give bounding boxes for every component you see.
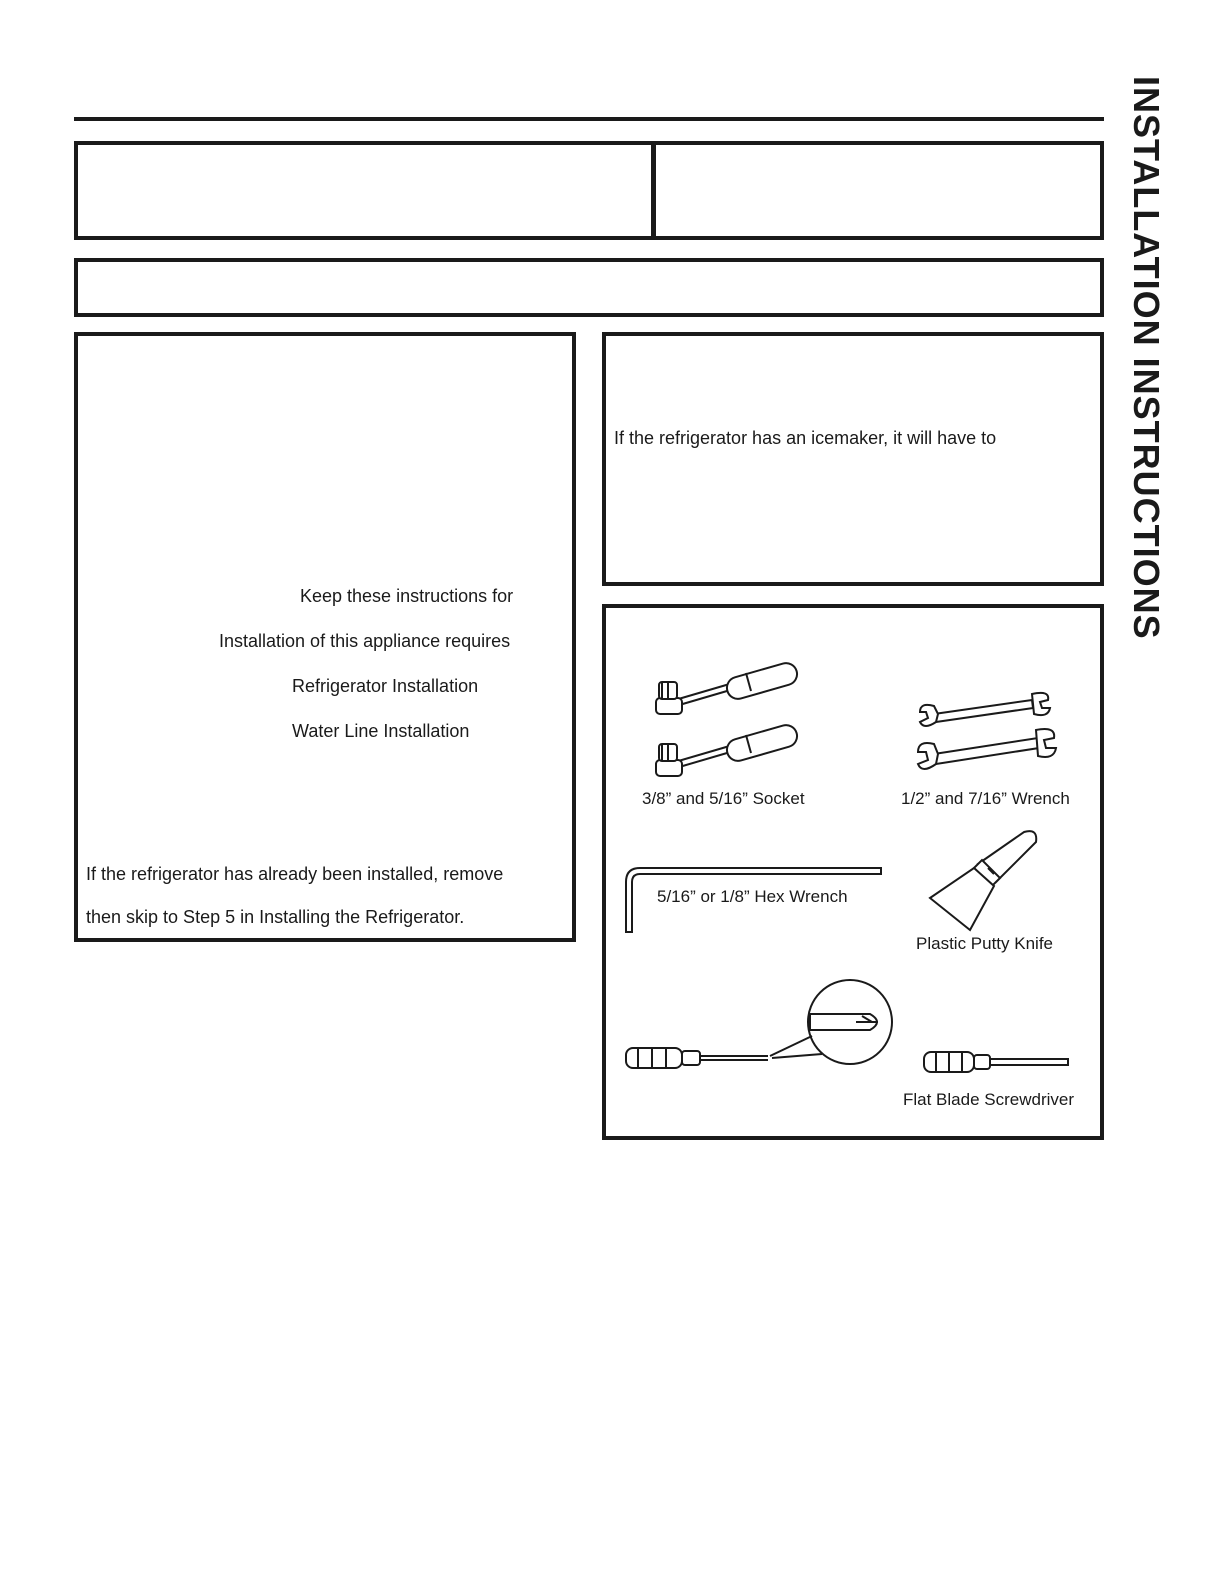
header-box-left (74, 141, 656, 240)
header-rule (74, 117, 1104, 121)
socket-label: 3/8” and 5/16” Socket (642, 789, 805, 808)
water-line-installation-text: Water Line Installation (292, 721, 470, 741)
wrench-label: 1/2” and 7/16” Wrench (901, 789, 1070, 808)
icemaker-text: If the refrigerator has an icemaker, it will have to (614, 428, 997, 448)
banner-box (74, 258, 1104, 317)
socket-wrench-icon (650, 662, 810, 782)
already-installed-text-1: If the refrigerator has already been installed, remove (86, 864, 504, 884)
putty-knife-label: Plastic Putty Knife (916, 934, 1054, 953)
keep-instructions-text: Keep these instructions for (300, 586, 514, 606)
phillips-screwdriver-icon (622, 976, 898, 1078)
open-end-wrench-icon (912, 686, 1062, 786)
flat-screwdriver-label: Flat Blade Screwdriver (903, 1090, 1075, 1109)
header-box-right (651, 141, 1104, 240)
hex-wrench-label: 5/16” or 1/8” Hex Wrench (657, 887, 848, 906)
section-side-title: INSTALLATION INSTRUCTIONS (1126, 76, 1167, 640)
installation-requires-text: Installation of this appliance requires (219, 631, 511, 651)
icemaker-box (602, 332, 1104, 586)
flat-screwdriver-icon (922, 1050, 1074, 1074)
putty-knife-icon (926, 828, 1044, 932)
already-installed-text-2: then skip to Step 5 in Installing the Refrigerator. (86, 907, 465, 927)
refrigerator-installation-text: Refrigerator Installation (292, 676, 479, 696)
